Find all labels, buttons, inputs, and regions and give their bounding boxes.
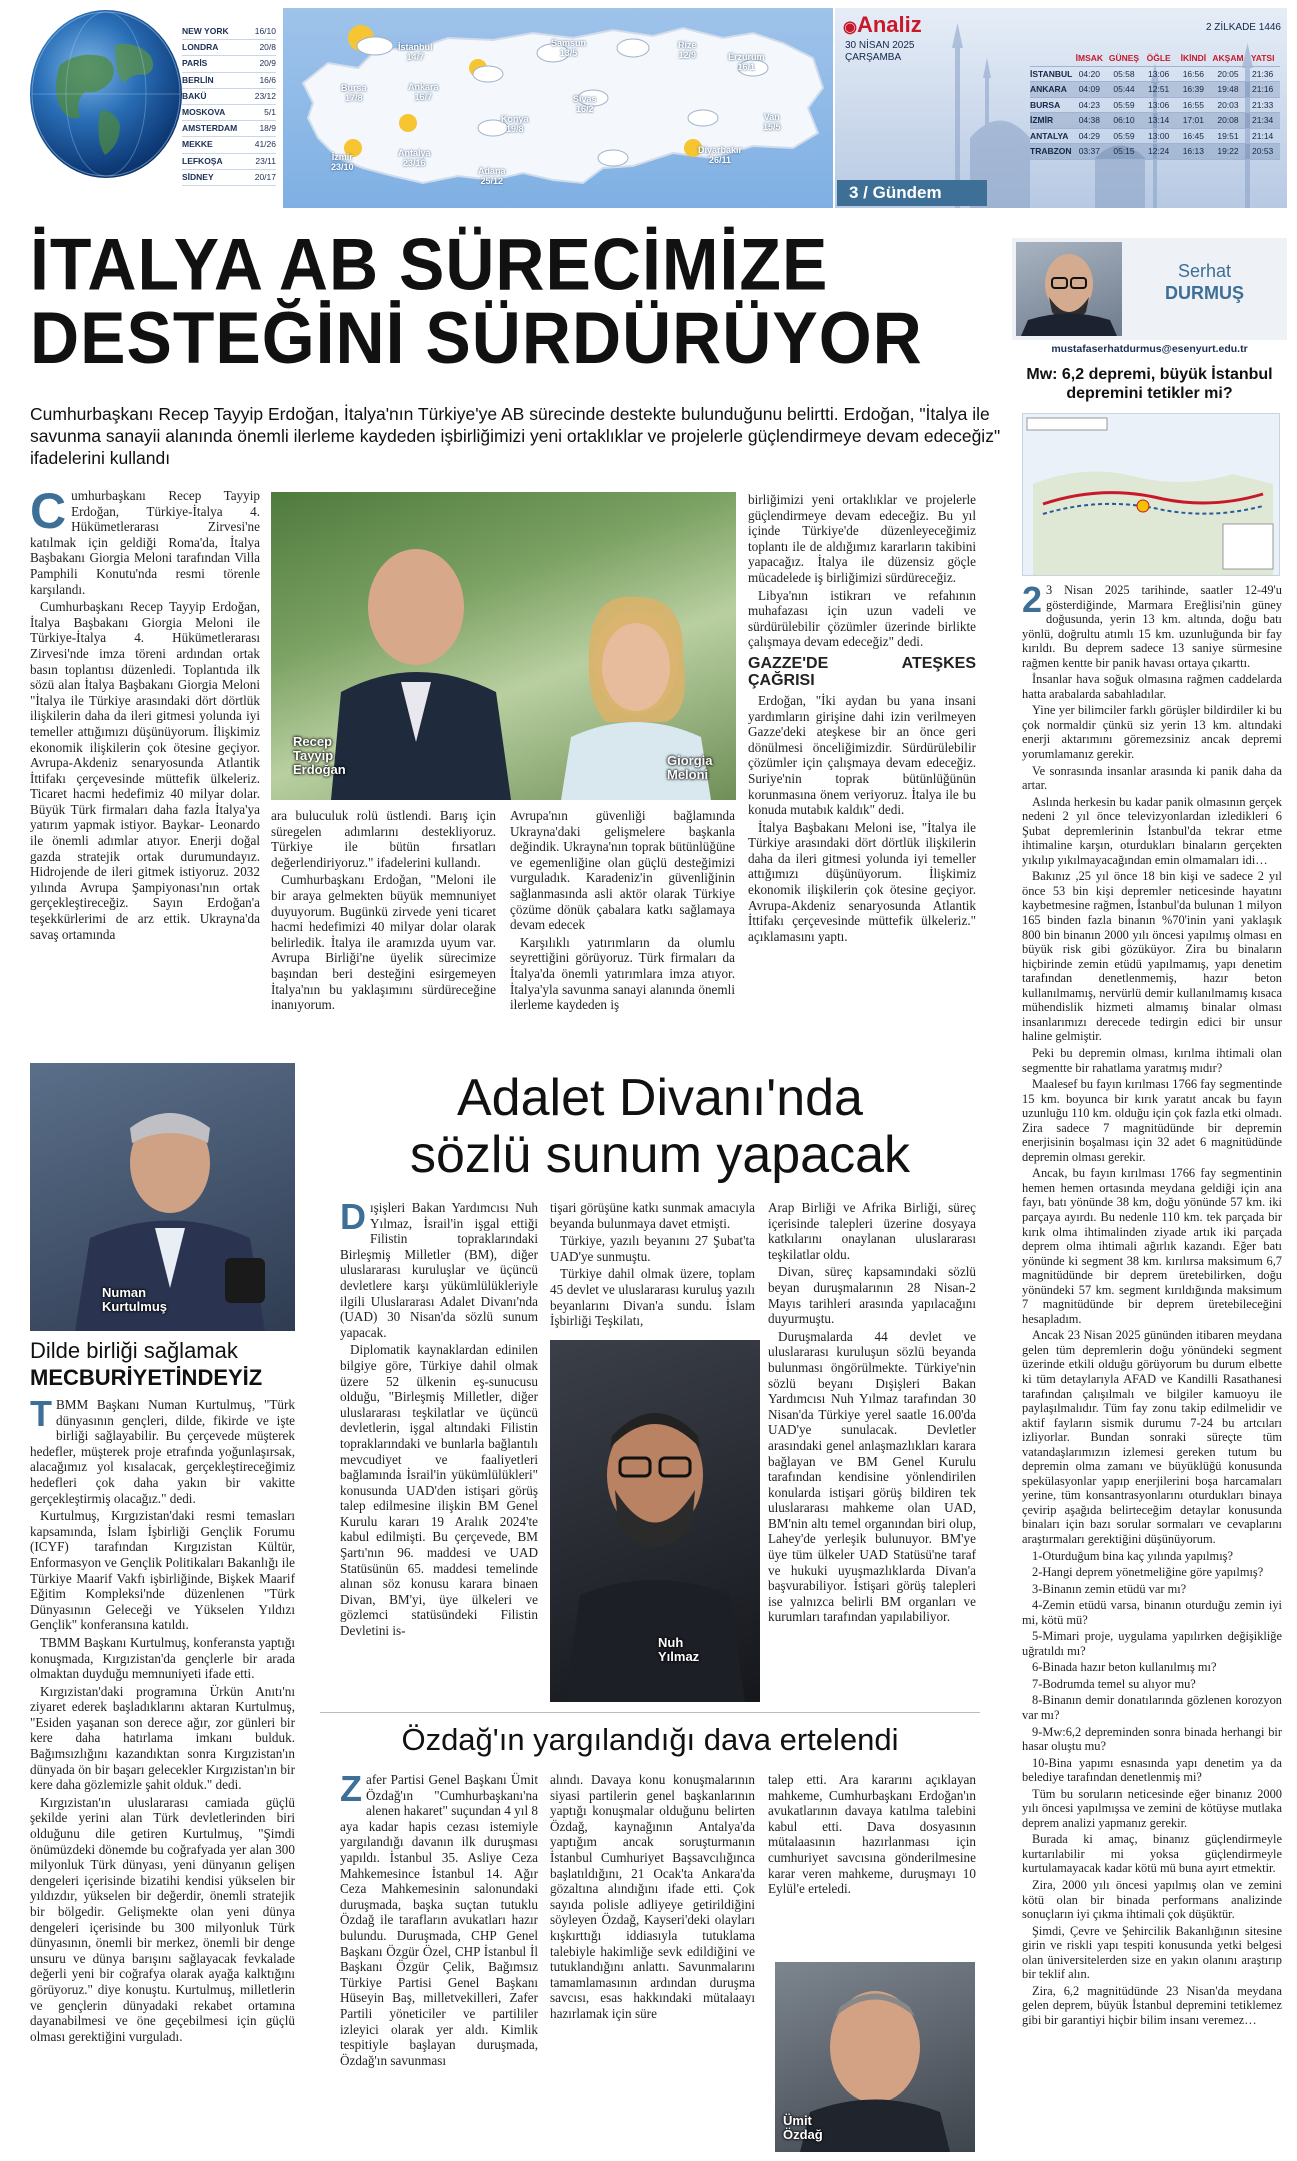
map-city: Sivas 16/2	[573, 94, 597, 114]
date-block: 30 NİSAN 2025 ÇARŞAMBA	[845, 40, 915, 63]
city-row: MEKKE 41/26	[182, 137, 276, 153]
section-label: 3 / Gündem	[837, 180, 987, 206]
prayer-row: ANKARA 04:09 05:44 12:51 16:39 19:48 21:16	[1030, 82, 1280, 98]
cloud-icon	[598, 150, 628, 166]
earthquake-map	[1022, 413, 1280, 576]
turkey-weather-map	[283, 8, 833, 208]
kurtulmus-photo	[30, 1063, 295, 1331]
main-col-3: Avrupa'nın güvenliği bağlamında Ukrayna'daki gelişmelere başkanla değindik. Ukrayna'nın toprak bütünlüğüne ve egemenliğine olan güçlü desteğimizi vurguladık. Karadeniz'in güvenliğinin sağlanmasında asli aktör olarak Türkiye çözüme dönük çabalara katkı sağlamaya devam edecek Karşılıklı yatırımların da olumlu seyrettiğini görüyoruz. Türk firmaları da İtalya'da önemli yatırımlara imza atıyor. İtalya'yla savunma sanayi alanında önemli ilerleme kaydeden iş	[510, 808, 735, 1013]
map-city: İstanbul 14/7	[398, 42, 433, 62]
photo-caption: Nuh Yılmaz	[658, 1635, 700, 1664]
umit-ozdag-photo	[775, 1962, 975, 2152]
author-photo	[1016, 242, 1122, 336]
city-row: BERLİN 16/6	[182, 73, 276, 89]
adalet-col-3: Arap Birliği ve Afrika Birliği, süreç içerisinde talepleri üzerine dosyaya katkılarını onaylanan uluslararası teşkilatlar oldu. Divan, süreç kapsamındaki sözlü beyan duruşmalarının 28 Nisan-2 Mayıs tarihleri arasında yapılacağını duyurmuştu. Duruşmalarda 44 devlet ve uluslararası kuruluşun sözlü beyanda bulunması öngörülmekte. Türkiye'nin sözlü beyanı Dışişleri Bakan Yardımcısı Nuh Yılmaz tarafından 30 Nisan'da Türkiye yerel saatle 16.00'da UAD'ye sunulacak. Devletler arasındaki genel anlaşmazlıkları karara bağlayan ve BM Genel Kurulu tarafından kendisine yönlendirilen konularda istişari görüş bildiren tek uluslararası mahkeme olan UAD, BM'nin altı temel organından biri olup, Lahey'de yerleşik bulunuyor. BM'ye üye tüm ülkeler UAD Statüsü'ne taraf ve hukuki uyuşmazlıklarda Divan'a başvurabiliyor. İstişari görüş talepleri ise yalnızca belirli BM organları ve kurumları tarafından yapılabiliyor.	[768, 1200, 976, 1625]
prayer-row: TRABZON 03:37 05:15 12:24 16:13 19:22 20:53	[1030, 144, 1280, 160]
globe-image	[30, 10, 182, 178]
author-email[interactable]: mustafaserhatdurmus@esenyurt.edu.tr	[1051, 343, 1248, 355]
dropcap: 2	[1022, 583, 1043, 620]
photo-caption: Recep Tayyip Erdoğan	[293, 734, 346, 777]
column-body: 2 3 Nisan 2025 tarihinde, saatler 12-49'u gösterdiğinde, Marmara Ereğlisi'nin güney doğusunda, yerin 13 km. altında, doğu batı yönlü, doğrultu atımlı 15 km. uzunluğunda bir fay kırıldı. Bu deprem sadece 13 saniye sürmesine rağmen kentte bir panik havası ortaya çıkarttı. İnsanlar hava soğuk olmasına rağmen caddelarda hatta arabalarda sabahladılar. Yine yer bilimciler farklı görüşler bildirdiler ki bu çok normaldir çünkü siz yerin 13 km. altındaki enerji aktarımını göremezsiniz ancak depremi yorumlamanız gerekir. Ve sonrasında insanlar arasında ki panik daha da artar. Aslında herkesin bu kadar panik olmasının gerçek nedeni 2 yıl önce televizyonlardan izledikleri 6 Şubat depremlerinin İstanbul'da tekrar etme ihtimaline karşın, oturdukları binaların gerçekten yıkılıp yıkılmayacağından emin olmamaları idi… Bakınız ,25 yıl önce 18 bin kişi ve sadece 2 yıl önce 53 bin kişi depremler neticesinde hayatını kaybetmesine rağmen, İstanbul'da bulunan 1 milyon 165 binden fazla binanın %70'inin yani yaklaşık 800 bin binanın 2000 yılı öncesi yapılmış olması en büyük risk gibi gözüküyor. Zira bu binaların hiçbirinde zemin etüdü yapılmamış, yapı denetim tarafından denetlenmemiş, hazır beton kullanılmamış, nervürlü demir kullanılmamış kısaca mühendislik hizmeti almamış binalar olması insanlarımızı derecede tedirgin edici bir unsur haline gelmiştir. Peki bu depremin olması, kırılma ihtimali olan segmentte bir rahatlama yaratmış mıdır? Maalesef bu fayın kırılması 1766 fay segmentinde 15 km. boyunca bir kırık yaratıt ancak bu fayın uzunluğu 110 km. olduğu için çok fazla etki olmadı. Zira sadece 7 magnitüdünde bir depremin enerjisinin boşalması için 32 adet 6 magnitüdünde depremin olması gerekir. Ancak, bu fayın kırılması 1766 fay segmentinin hemen hemen ortasında meydana geldiği için ana fayı, batı yönünde 38 km, doğu yönünde 57 km. iki parçaya ayırdı. Bu nedenle 110 km. tek parçada bir kırık olma ihtimalinden ziyade artık iki parçada deprem olma ihtimali ağırlık kazandı. Eğer batı yönünde ki segment 38 km. kırılırsa maksimum 6,7 magnitüdünde bir deprem üretebilirken, doğu yönündeki 57 km. segment kırıldığında maksimum 7 magnitüdünde bir deprem üretebileceğini hesapladım. Ancak 23 Nisan 2025 gününden itibaren meydana gelen tüm depremlerin doğu yönündeki segment üzerinde etkili olduğu görüyorum bu durum elbette ki tüm detaylarıyla AFAD ve Kandilli Rasathanesi tarafından çalışılmalı ve bilgiler kamuoyu ile paylaşılmalıdır. Tüm fay zonu takip edilmelidir ve aktif fayların sismik durumu 7-24 bu artcıları izliyorlar. Bundan sonraki süreçte tüm vatandaşlarımızın izlemesi gereken tutum bu depremin olma zamanı ve büyüklüğü konusunda spekülasyonlar yapıp enerjilerini boşa harcamaları yerine, tüm konsantrasyonlarını oturdukları binaya çevirip aşağıda belirteceğim detaylar konusunda binaları için bazı sorular sormaları ve cevaplarını araştırmaları gerektiğini düşünüyorum. 1-Oturduğum bina kaç yılında yapılmış? 2-Hangi deprem yönetmeliğine göre yapılmış? 3-Binanın zemin etüdü var mı? 4-Zemin etüdü varsa, binanın oturduğu zemin iyi mi, kötü mü? 5-Mimari proje, uygulama yapılırken değişikliğe uğratıldı mı? 6-Binada hazır beton kullanılmış mı? 7-Bodrumda temel su alıyor mu? 8-Binanın demir donatılarında gözlenen korozyon var mı? 9-Mw:6,2 depreminden sonra binada herhangi bir hasar oluştu mu? 10-Bina yapımı esnasında yapı denetim ya da belediye tarafından denetlenmiş mi? Tüm bu soruların neticesinde eğer binanız 2000 yılı öncesi yapılmışsa ve zemini de kötüyse mutlaka deprem analizi yapmanız gerekir. Burada ki amaç, binanız güçlendirmeyle kurtarılabilir mi yoksa güçlendirmeyle kurtulamayacak kadar kötü mü buna ayırt etmektir. Zira, 2000 yılı öncesi yapılmış olan ve zemini kötü olan bir binada performans analizinde sonuçların iyi çıkma ihtimali çok düşüktür. Şimdi, Çevre ve Şehircilik Bakanlığının sitesine girin ve riskli yapı tespiti konusunda yetki belgesi olan üniversitelerden size en yakın olanını araştırıp bir teklif alın. Zira, 6,2 magnitüdünde 23 Nisan'da meydana gelen deprem, büyük İstanbul depremini tetiklemez gibi bir garantiyi hiçbir bilim insanı veremez…	[1022, 583, 1282, 2027]
map-city: İzmir 23/10	[331, 152, 354, 172]
adalet-col-2: tişari görüşüne katkı sunmak amacıyla beyanda bulunmaya davet etmişti. Türkiye, yazılı beyanını 27 Şubat'ta UAD'ye sunmuştu. Türkiye dahil olmak üzere, toplam 45 devlet ve uluslararası kuruluş yazılı beyanlarını Divan'a sundu. İslam İşbirliği Teşkilatı,	[550, 1200, 755, 1329]
prayer-header: İMSAK GÜNEŞ ÖĞLE İKİNDİ AKŞAM YATSI	[1030, 51, 1280, 67]
map-city: Adana 25/12	[478, 166, 506, 186]
divider	[320, 1712, 980, 1713]
main-lead: Cumhurbaşkanı Recep Tayyip Erdoğan, İtalya'nın Türkiye'ye AB sürecinde destekte bulunduğunu belirtti. Erdoğan, "İtalya ile savunma sanayii alanında önemli ilerleme kaydeden işbirliğimizi yeni ortaklıklar ve projelerle güçlendirmeye devam edeceğiz" ifadelerini kullandı	[30, 404, 1001, 468]
city-row: NEW YORK 16/10	[182, 24, 276, 40]
hijri-date: 2 ZİLKADE 1446	[1205, 22, 1281, 33]
city-row: PARİS 20/9	[182, 56, 276, 72]
main-col-4: birliğimizi yeni ortaklıklar ve projelerle güçlendirmeye devam edeceğiz. Bu yıl içinde Türkiye'de düzenleyeceğimiz toplantı ile de aldığımız kararların takibini yapacağız. İtalya ile düzensiz göçle mücadelede iş birliğimizi sürdüreceğiz. Libya'nın istikrarı ve refahının muhafazası için uzun vadeli ve sürdürülebilir çözümler üzerinde birlikte çalışmaya devam edeceğiz" dedi. GAZZE'DE ATEŞKES ÇAĞRISI Erdoğan, "İki aydan bu yana insani yardımların girişine dahi izin verilmeyen Gazze'deki ateşkese bir an önce geri dönülmesi önceliğimizdir. Sürdürülebilir çözümler için çalışmaya devam edeceğiz. Suriye'nin toprak bütünlüğünün korunmasına önem veriyoruz. İtalya ile bu konuda mutabık kaldık" dedi. İtalya Başbakanı Meloni ise, "İtalya ile Türkiye arasındaki dört dörtlük ilişkilerin daha da ileri gitmesi yolunda iyi temeller attığımızı düşünüyorum. İlişkimiz ekonomik ilişkilerin çok ötesine geçiyor. Avrupa-Akdeniz senaryosunda Atlantik İttifakı çerçevesinde müttefik ülkeleriz." açıklamasını yaptı.	[748, 492, 976, 944]
city-row: LONDRA 20/8	[182, 40, 276, 56]
map-city: Samsun 13/5	[551, 38, 587, 58]
sun-icon	[399, 114, 417, 132]
dropcap: Z	[340, 1772, 362, 1809]
city-row: BAKÜ 23/12	[182, 89, 276, 105]
map-city: Ankara 16/7	[408, 82, 439, 102]
cloud-icon	[357, 37, 393, 55]
prayer-row: İZMİR 04:38 06:10 13:14 17:01 20:08 21:34	[1030, 113, 1280, 129]
erdogan-meloni-photo	[271, 492, 736, 800]
dropcap: C	[30, 488, 67, 539]
author-name: Serhat DURMUŞ	[1165, 261, 1244, 303]
photo-caption: Giorgia Meloni	[667, 753, 713, 782]
adalet-col-1: Dışişleri Bakan Yardımcısı Nuh Yılmaz, İsrail'in işgal ettiği Filistin topraklarındaki Birleşmiş Milletler (BM), diğer uluslararası kuruluşlar ve üçüncü devletlere karşı yükümlülükleriyle ilgili Uluslararası Adalet Divanı'nda (UAD) 30 Nisan'da sözlü sunum yapacak. Diplomatik kaynaklardan edinilen bilgiye göre, Türkiye dahil olmak üzere 52 ülkenin eş-sunucusu olduğu, "Birleşmiş Milletler, diğer uluslararası teşkilatlar ve üçüncü devletlerin, işgal altındaki Filistin topraklarındaki ve bunlarla bağlantılı mevcudiyet ve faaliyetleri bağlamında İsrail'in yükümlülükleri" konusunda UAD'den istişari görüş talep edilmesine ilişkin BM Genel Kurulu kararı 19 Aralık 2024'te kabul edilmişti. Bu çerçevede, BM Şartı'nın 96. maddesi ve UAD Statüsünün 65. maddesi temelinde alınan söz konusu karara binaen Divan, BM'yi, üye ülkeleri ve gözlemci statüsündeki Filistin Devletini is-	[340, 1200, 538, 1639]
map-city: Diyarbakır 26/11	[698, 145, 743, 165]
subheading: GAZZE'DE ATEŞKES ÇAĞRISI	[748, 654, 976, 689]
map-city: Erzurum 16/1	[728, 52, 765, 72]
map-city: Bursa 17/8	[341, 83, 367, 103]
rain-icon	[617, 39, 649, 57]
ozdag-col-1: Zafer Partisi Genel Başkanı Ümit Özdağ'ın "Cumhurbaşkanı'na alenen hakaret" suçundan 4 yıl 8 aya kadar hapis cezası istemiyle yargılandığı davanın ilk duruşması yapıldı. İstanbul 35. Asliye Ceza Mahkemesince İstanbul 14. Ağır Ceza Mahkemesinin salonundaki duruşmada, başka suçtan tutuklu Özdağ ile tarafların avukatları hazır bulundu. Duruşmada, CHP Genel Başkanı Özgür Özel, CHP İstanbul İl Başkanı Özgür Çelik, Bağımsız Türkiye Partisi Genel Başkanı Hüseyin Baş, milletvekilleri, Zafer Partili yöneticiler ve partililer izleyici olarak yer aldı. Kimlik tespitiyle başlayan duruşmada, Özdağ'ın savunması	[340, 1772, 538, 2068]
world-weather-list	[182, 24, 276, 186]
city-row: LEFKOŞA 23/11	[182, 154, 276, 170]
prayer-row: BURSA 04:23 05:59 13:06 16:55 20:03 21:33	[1030, 98, 1280, 114]
city-row: MOSKOVA 5/1	[182, 105, 276, 121]
main-col-1: Cumhurbaşkanı Recep Tayyip Erdoğan, Türkiye-İtalya 4. Hükümetlerarası Zirvesi'ne katılmak için geldiği Roma'da, İtalya Başbakanı Giorgia Meloni tarafından Villa Pamphili Konutu'nda resmi törenle karşılandı. Cumhurbaşkanı Recep Tayyip Erdoğan, İtalya Başbakanı Giorgia Meloni ile Türkiye-İtalya 4. Hükümetlerarası Zirvesi'nde imza töreni ardından ortak basın toplantısı düzenledi. Toplantıda ilk sözü alan İtalya Başbakanı Giorgia Meloni "İtalya ile Türkiye arasındaki dört dörtlük ilişkilerin daha da ileri gitmesi yolunda iyi temeller attığımızı düşünüyorum. İlişkimiz ekonomik ilişkilerin çok ötesine geçiyor. Avrupa-Akdeniz senaryosunda Atlantik İttifakı çerçevesinde müttefik ülkeleriz. Ticaret hacmi hedefimiz 40 milyar dolar. Büyük Türk firmaları daha fazla İtalya'ya yatırım yapmak istiyor. Baykar- Leonardo ile önemli adımlar atıyor. Enerji doğal gazda stratejik ortak durumundayız. Hidrojende de ileri gitmek istiyoruz. 2032 yılında Avrupa Şampiyonası'nın ortak gerçekleştireceğiz. Sayın Erdoğan'a teşekkürlerimi de arz ettik. Ukrayna'da savaş ortamında	[30, 488, 260, 942]
kurtulmus-body: TBMM Başkanı Numan Kurtulmuş, "Türk dünyasının gençleri, dilde, fikirde ve işte birliği sağlayabilir. Bu çerçevede müşterek hedefler, müşterek proje etrafında yoğunlaşırsak, alacağımız yol kısalacak, gerçekleştireceğimiz hedefleri çok daha yakın bir vakitte gerçekleştirmiş olacağız." dedi. Kurtulmuş, Kırgızistan'daki resmi temasları kapsamında, İslam İşbirliği Gençlik Forumu (ICYF) tarafından Kırgızistan Kültür, Enformasyon ve Gençlik Politikaları Bakanlığı ile Türkiye Maarif Vakfı işbirliğinde, Bişkek Maarif Eğitim Kompleksi'nde düzenlenen "Türk Dünyasının Geleceği ve Yükselen Yıldızı Gençlik" konferansına katıldı. TBMM Başkanı Kurtulmuş, konferansta yaptığı konuşmada, Kırgızistan'da gençlerle bir arada olmaktan duyduğu memnuniyeti ifade etti. Kırgızistan'daki programına Ürkün Anıtı'nı ziyaret ederek başladıklarını aktaran Kurtulmuş, "Esiden yaşanan son derece ağır, zor günleri bir kere daha hatırlama imkanı bulduk. Bağımsızlığını kazandıktan sonra Kırgızistan'ın dünyada ön bir başarı gelecekler Kırgızistan'ın bir kere daha gözlemizle şahit olduk." dedi. Kırgızistan'ın uluslararası camiada güçlü şekilde yerini alan Türk devletlerinden biri olduğunu dile getiren Kurtulmuş, "Şimdi önümüzdeki dönemde bu coğrafyada yer alan 300 milyonluk Türk dünyası, yeni dünyanın gelişen dengeleri içerisinde bizatihi kendisi yükselen bir yıldızdır, yükselen bir değerdir, önemli stratejik bir bölgedir. Gelişmekte olan yeni dünya dengeleri içerisinde bu 300 milyonluk Türk dünyasının, önemli bir merkez, önemli bir denge unsuru ve dünya barışını sağlayacak fevkalade değerli yeni bir coğrafya olarak ayağa kalktığını görüyoruz." diye konuştu. Kurtulmuş, milletlerin ve gençlerin dünyadaki rekabet ortamına dayanabilmesi ve öne geçebilmesi için güçlü olması gerektiğini vurguladı.	[30, 1397, 295, 2044]
map-city: Konya 19/8	[501, 114, 529, 134]
adalet-headline: Adalet Divanı'nda sözlü sunum yapacak	[409, 1069, 911, 1184]
column-title: Mw: 6,2 depremi, büyük İstanbul depremini tetikler mi?	[1026, 366, 1273, 402]
logo: ◉Analiz	[843, 12, 922, 37]
dropcap: D	[340, 1200, 366, 1237]
map-city: Van 15/5	[763, 112, 781, 132]
main-col-2: ara buluculuk rolü üstlendi. Barış için süregelen adımlarını destekliyoruz. Türkiye ile bütün fırsatları değerlendiriyoruz." ifadelerini kullandı. Cumhurbaşkanı Erdoğan, "Meloni ile bir araya gelmekten büyük memnuniyet duyuyorum. Bugünkü zirvede yeni ticaret hacmi hedefimizi 40 milyar dolar olarak belirledik. İtalya ile aramızda uyum var. Avrupa Birliği'ne üyelik sürecimize başından beri desteğini esirgemeyen İtalya'nın bu yaklaşımını sürdüreceğine inanıyorum.	[271, 808, 496, 1013]
author-box	[1012, 238, 1287, 340]
ozdag-col-3: talep etti. Ara kararını açıklayan mahkeme, Cumhurbaşkanı Erdoğan'ın avukatlarının davaya katılma talebini kabul etti. Dava dosyasının mütalaasının hazırlanması için cumhuriyet savcısına gönderilmesine karar veren mahkeme, duruşmayı 10 Eylül'e erteledi.	[768, 1772, 976, 1897]
cloud-icon	[473, 66, 503, 82]
ozdag-col-2: alındı. Davaya konu konuşmalarının siyasi partilerin genel başkanlarının yaptığı konuşmalar olduğunu belirten Özdağ, kaynağının Antalya'da yaptığım ancak soruşturmanın İstanbul Cumhuriyet Başsavcılığınca başlatıldığını, 21 Ocak'ta Ankara'da gözaltına alındığını ifade etti. Çok sayıda polisle adliyeye getirildiğini söyleyen Özdağ, Kayseri'deki olayları kışkırttığı iddiasıyla tutuklama talebiyle hakimliğe sevk edildiğini ve tutuklandığını anlattı. Savunmalarını tamamlamasının ardından duruşma savcısı, esas hakkındaki mütalaayı hazırlamak için süre	[550, 1772, 755, 2021]
map-city: Rize 12/9	[678, 40, 697, 60]
prayer-row: ANTALYA 04:29 05:59 13:00 16:45 19:51 21:14	[1030, 129, 1280, 145]
ozdag-headline: Özdağ'ın yargılandığı dava ertelendi	[401, 1722, 899, 1757]
prayer-times-table	[1030, 51, 1280, 160]
kurtulmus-headline: Dilde birliği sağlamak MECBURİYETİNDEYİZ	[30, 1338, 263, 1390]
city-row: SİDNEY 20/17	[182, 170, 276, 186]
city-row: AMSTERDAM 18/9	[182, 121, 276, 137]
dropcap: T	[30, 1397, 52, 1434]
prayer-row: İSTANBUL 04:20 05:58 13:06 16:56 20:05 21:36	[1030, 67, 1280, 83]
cloud-icon	[688, 110, 718, 126]
header-right-panel	[835, 8, 1287, 208]
main-headline: İTALYA AB SÜRECİMİZE DESTEĞİNİ SÜRDÜRÜYOR	[30, 223, 923, 380]
logo-mark-icon: ◉	[843, 19, 857, 36]
nuh-yilmaz-photo	[550, 1340, 760, 1702]
photo-caption: Numan Kurtulmuş	[102, 1285, 167, 1314]
map-city: Antalya 23/16	[398, 148, 431, 168]
photo-caption: Ümit Özdağ	[783, 2113, 823, 2142]
